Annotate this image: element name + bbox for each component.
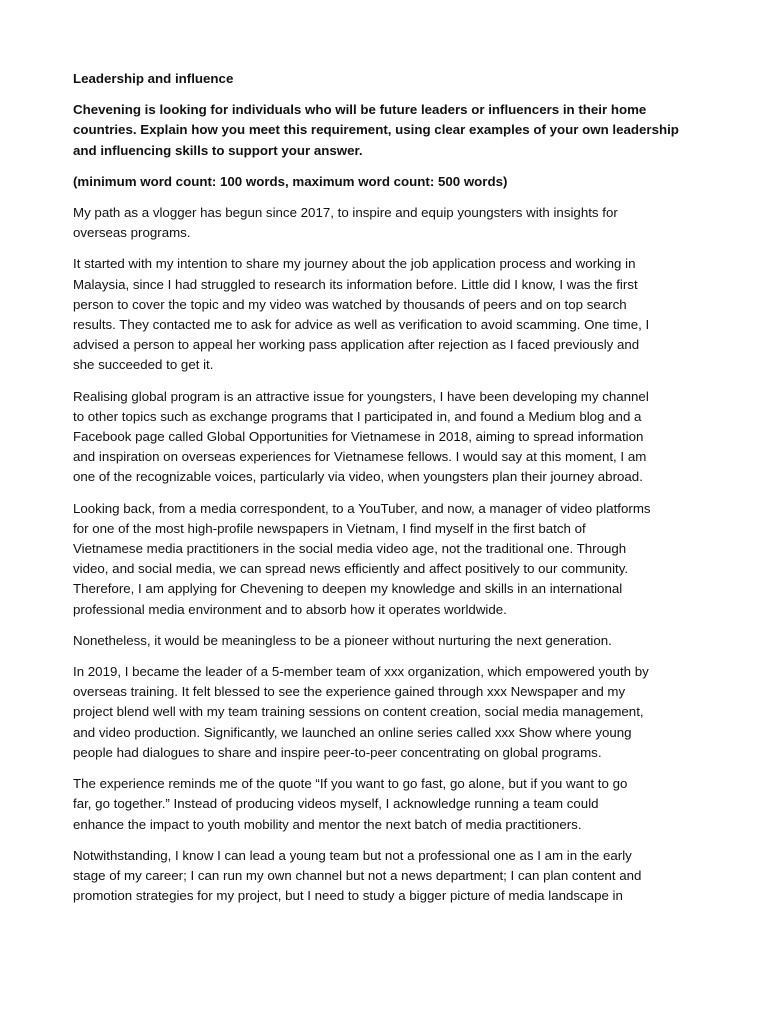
paragraph-line: project blend well with my team training sessions on content creation, social media management,	[73, 704, 644, 720]
essay-prompt	[73, 100, 697, 161]
prompt-line: Chevening is looking for individuals who will be future leaders or influencers in their home	[73, 102, 647, 118]
paragraph	[73, 499, 697, 620]
paragraph-line: Facebook page called Global Opportunities for Vietnamese in 2018, aiming to spread information	[73, 429, 644, 445]
paragraph	[73, 631, 697, 651]
paragraph	[73, 846, 697, 907]
paragraph-line: professional media environment and to absorb how it operates worldwide.	[73, 601, 507, 617]
paragraph	[73, 387, 697, 488]
paragraph-line: advised a person to appeal her working pass application after rejection as I faced previously and	[73, 337, 640, 353]
paragraph-line: and inspiration on overseas experiences for Vietnamese fellows. I would say at this moment, I am	[73, 449, 647, 465]
paragraph	[73, 203, 697, 243]
paragraph-line: she succeeded to get it.	[73, 357, 214, 373]
paragraph-line: enhance the impact to youth mobility and mentor the next batch of media practitioners.	[73, 816, 582, 832]
paragraph-line: people had dialogues to share and inspire peer-to-peer concentrating on global programs.	[73, 744, 602, 760]
paragraph-line: In 2019, I became the leader of a 5-member team of xxx organization, which empowered youth by	[73, 664, 649, 680]
paragraph-line: video, and social media, we can spread news efficiently and affect positively to our community.	[73, 561, 629, 577]
paragraph-line: Nonetheless, it would be meaningless to be a pioneer without nurturing the next generation.	[73, 632, 612, 648]
document-heading: Leadership and influence	[73, 71, 234, 86]
paragraph-line: Therefore, I am applying for Chevening to deepen my knowledge and skills in an international	[73, 581, 623, 597]
paragraph-line: to other topics such as exchange programs that I participated in, and found a Medium blog and a	[73, 408, 642, 424]
prompt-line: and influencing skills to support your answer.	[73, 142, 363, 158]
paragraph	[73, 774, 697, 835]
paragraph-line: overseas programs.	[73, 225, 191, 241]
paragraph-line: Notwithstanding, I know I can lead a young team but not a professional one as I am in the early	[73, 847, 632, 863]
paragraph-line: stage of my career; I can run my own channel but not a news department; I can plan content and	[73, 867, 642, 883]
paragraph	[73, 254, 697, 375]
paragraph-line: Malaysia, since I had struggled to research its information before. Little did I know, I was the first	[73, 276, 638, 292]
paragraph-line: Looking back, from a media correspondent, to a YouTuber, and now, a manager of video platforms	[73, 500, 651, 516]
paragraph-line: far, go together.” Instead of producing videos myself, I acknowledge running a team could	[73, 796, 599, 812]
paragraph-line: results. They contacted me to ask for advice as well as verification to avoid scamming. One time, I	[73, 317, 650, 333]
paragraph-line: Vietnamese media practitioners in the social media video age, not the traditional one. Through	[73, 541, 627, 557]
word-count-note: (minimum word count: 100 words, maximum word count: 500 words)	[73, 173, 508, 189]
prompt-line: countries. Explain how you meet this requirement, using clear examples of your own leadership	[73, 122, 679, 138]
paragraph-line: person to cover the topic and my video was watched by thousands of peers and on top search	[73, 296, 627, 312]
paragraph-line: one of the recognizable voices, particularly via video, when youngsters plan their journey abroad.	[73, 469, 643, 485]
paragraph-line: Realising global program is an attractive issue for youngsters, I have been developing my channel	[73, 388, 649, 404]
paragraph-line: for one of the most high-profile newspapers in Vietnam, I find myself in the first batch of	[73, 520, 586, 536]
paragraph	[73, 662, 697, 763]
document-body	[73, 69, 697, 917]
paragraph-line: and video production. Significantly, we launched an online series called xxx Show where young	[73, 724, 632, 740]
paragraph-line: My path as a vlogger has begun since 2017, to inspire and equip youngsters with insights for	[73, 205, 618, 221]
paragraph-line: overseas training. It felt blessed to see the experience gained through xxx Newspaper and my	[73, 684, 626, 700]
paragraph-line: promotion strategies for my project, but I need to study a bigger picture of media landscape in	[73, 888, 623, 904]
paragraph-line: The experience reminds me of the quote “If you want to go fast, go alone, but if you want to go	[73, 776, 628, 792]
paragraph-line: It started with my intention to share my journey about the job application process and working in	[73, 256, 636, 272]
